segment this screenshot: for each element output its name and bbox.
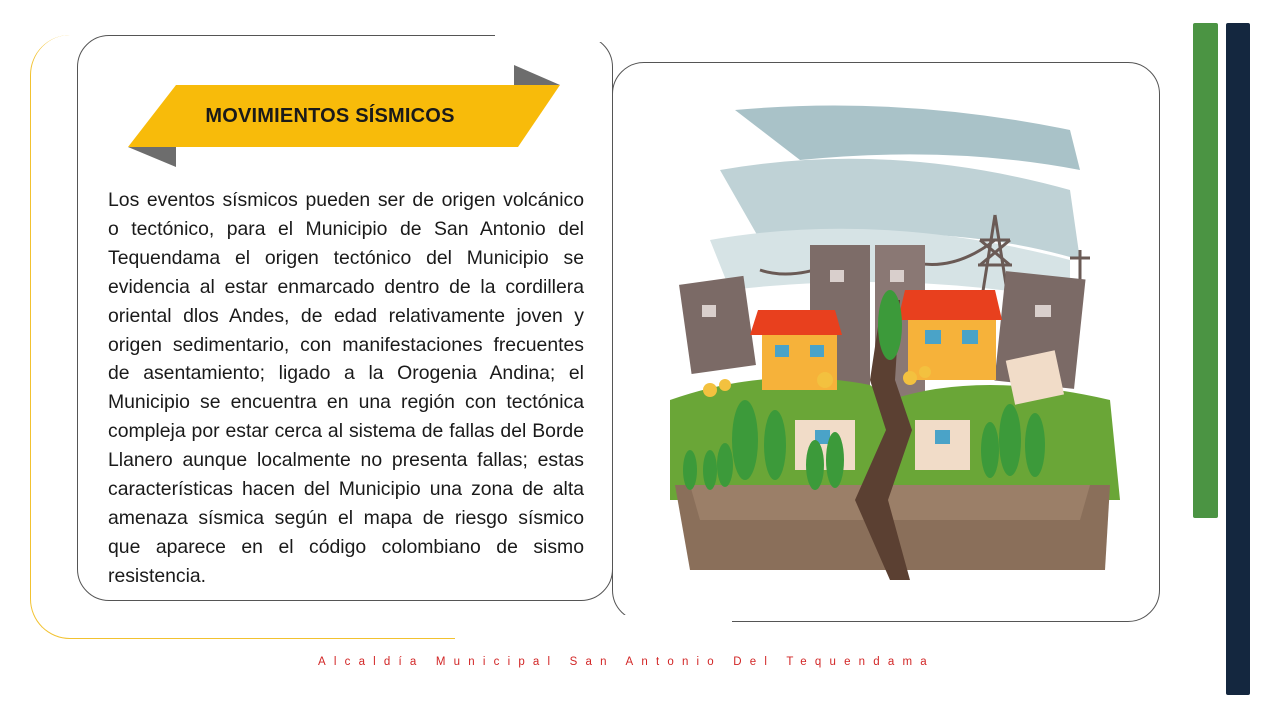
banner-fold-right (514, 65, 560, 85)
footer-text: Alcaldía Municipal San Antonio Del Tequendama (318, 656, 935, 668)
accent-bar-green (1193, 23, 1218, 518)
body-paragraph: Los eventos sísmicos pueden ser de origen volcánico o tectónico, para el Municipio de San Antonio del Tequendama el origen tectónico del Municipio se evidencia al estar enmarcado dentro de la cordillera oriental dlos Andes, de edad relativamente joven y origen sedimentario, con manifestaciones frecuentes de asentamiento; ligado a la Orogenia Andina; el Municipio se encuentra en una región con tectónica compleja por estar cerca al sistema de fallas del Borde Llanero aunque localmente no presenta fallas; estas características hacen del Municipio una zona de alta amenaza sísmica según el mapa de riesgo sísmico que aparece en el código colombiano de sismo resistencia. (108, 189, 584, 587)
earthquake-illustration-icon (650, 100, 1130, 590)
page-title: MOVIMIENTOS SÍSMICOS (205, 105, 455, 127)
banner-fold-left (128, 147, 176, 167)
accent-bar-navy (1226, 23, 1250, 695)
